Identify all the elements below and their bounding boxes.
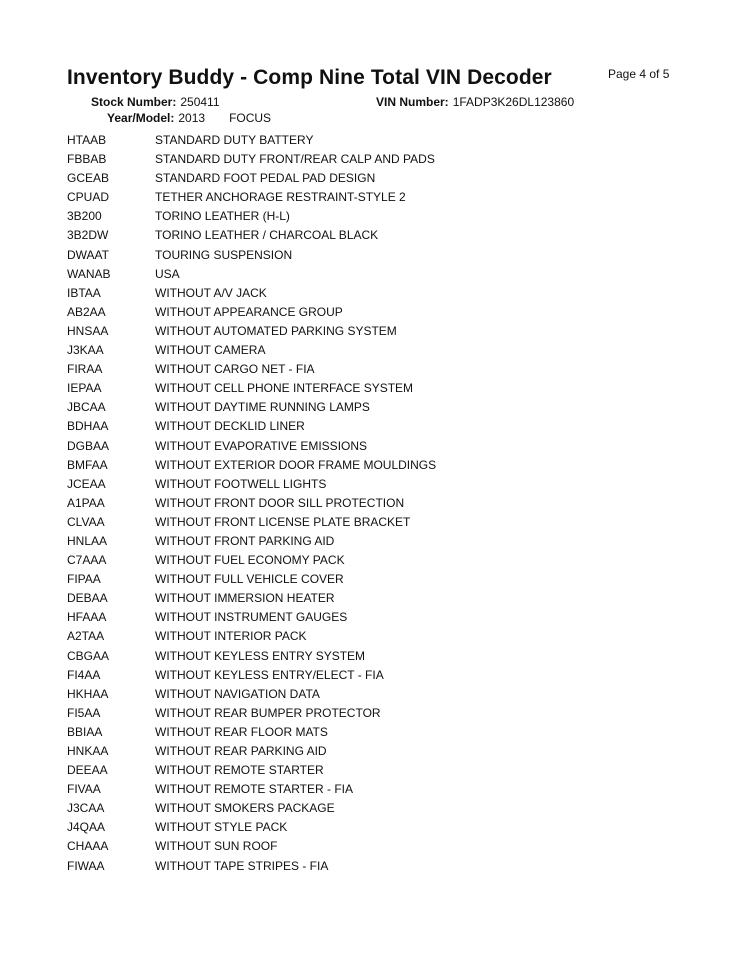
list-item [67,246,707,265]
option-code: FI5AA [67,705,101,720]
option-code: HNLAA [67,533,108,548]
option-description: WITHOUT EVAPORATIVE EMISSIONS [155,438,368,453]
option-description: WITHOUT FRONT PARKING AID [155,533,335,548]
option-description: WITHOUT REAR BUMPER PROTECTOR [155,705,381,720]
option-description: WITHOUT CAMERA [155,343,266,358]
option-description: WITHOUT EXTERIOR DOOR FRAME MOULDINGS [155,457,437,472]
option-code: FIRAA [67,362,103,377]
list-item [67,723,707,742]
option-code: CBGAA [67,648,110,663]
list-item [67,341,707,360]
option-description: WITHOUT FOOTWELL LIGHTS [155,476,327,491]
option-code: BMFAA [67,457,108,472]
option-description: WITHOUT FULL VEHICLE COVER [155,572,344,587]
option-description: WITHOUT REAR PARKING AID [155,744,327,758]
option-description: WITHOUT AUTOMATED PARKING SYSTEM [155,323,397,338]
list-item [67,188,707,207]
option-description: WITHOUT FRONT DOOR SILL PROTECTION [155,495,405,510]
list-item [67,780,707,799]
option-code: HKHAA [67,686,109,701]
option-code: IBTAA [67,285,101,300]
list-item [67,322,707,341]
list-item [67,685,707,704]
option-description: WITHOUT IMMERSION HEATER [155,591,335,606]
option-code: CPUAD [67,190,110,205]
list-item [67,837,707,856]
option-code: FBBAB [67,152,107,167]
list-item [67,169,707,188]
option-code: DWAAT [67,247,109,262]
vin-number-label: VIN Number: [376,95,449,109]
list-item [67,799,707,818]
document-title: Inventory Buddy - Comp Nine Total VIN Decoder [67,66,552,89]
option-description: WITHOUT CELL PHONE INTERFACE SYSTEM [155,381,414,396]
option-description: TORINO LEATHER / CHARCOAL BLACK [155,228,379,243]
list-item [67,150,707,169]
option-description: WITHOUT INTERIOR PACK [155,629,307,644]
option-code: GCEAB [67,171,110,186]
option-description: WITHOUT APPEARANCE GROUP [155,304,343,319]
option-code: HFAAA [67,610,107,625]
list-item [67,303,707,322]
list-item [67,513,707,532]
stock-number-value: 250411 [180,95,220,109]
year-model [107,111,271,125]
option-code: J4QAA [67,820,106,835]
stock-number [91,95,220,109]
list-item [67,666,707,685]
option-description: STANDARD DUTY FRONT/REAR CALP AND PADS [155,152,435,167]
option-description: WITHOUT FUEL ECONOMY PACK [155,553,345,568]
option-description: USA [155,266,180,281]
option-code: HNSAA [67,323,109,338]
list-item [67,398,707,417]
option-description: WITHOUT KEYLESS ENTRY SYSTEM [155,648,366,663]
option-code: BDHAA [67,419,109,434]
option-code: CHAAA [67,839,109,854]
list-item [67,475,707,494]
list-item [67,131,707,150]
list-item [67,417,707,436]
option-description: STANDARD DUTY BATTERY [155,133,314,147]
option-code: 3B200 [67,209,102,224]
list-item [67,551,707,570]
option-description: WITHOUT CARGO NET - FIA [155,362,315,377]
option-code: AB2AA [67,304,106,319]
list-item [67,494,707,513]
page-number: Page 4 of 5 [608,67,670,81]
list-item [67,532,707,551]
option-code: C7AAA [67,553,107,568]
list-item [67,818,707,837]
option-description: WITHOUT REAR FLOOR MATS [155,724,328,739]
vin-number [376,95,574,109]
year-value: 2013 [178,111,206,125]
option-code: DGBAA [67,438,110,453]
option-description: WITHOUT DAYTIME RUNNING LAMPS [155,400,370,415]
list-item [67,207,707,226]
option-code: DEBAA [67,591,108,606]
option-description: TETHER ANCHORAGE RESTRAINT-STYLE 2 [155,190,406,205]
option-code: FI4AA [67,667,101,682]
list-item [67,857,707,876]
option-description: WITHOUT A/V JACK [155,285,267,300]
list-item [67,456,707,475]
list-item [67,360,707,379]
option-code-list [67,131,707,876]
option-code: JCEAA [67,476,106,491]
list-item [67,589,707,608]
list-item [67,742,707,761]
list-item [67,379,707,398]
option-description: WITHOUT SMOKERS PACKAGE [155,801,335,816]
option-code: A1PAA [67,495,105,510]
option-code: DEEAA [67,763,108,778]
option-description: TOURING SUSPENSION [155,247,293,262]
option-code: HTAAB [67,133,107,147]
option-code: FIPAA [67,572,101,587]
list-item [67,226,707,245]
option-description: WITHOUT REMOTE STARTER [155,763,324,778]
option-description: STANDARD FOOT PEDAL PAD DESIGN [155,171,376,186]
option-code: A2TAA [67,629,105,644]
option-code: J3CAA [67,801,105,816]
stock-number-label: Stock Number: [91,95,177,109]
option-description: WITHOUT REMOTE STARTER - FIA [155,782,353,797]
option-description: WITHOUT INSTRUMENT GAUGES [155,610,348,625]
option-code: IEPAA [67,381,102,396]
list-item [67,647,707,666]
list-item [67,627,707,646]
option-description: TORINO LEATHER (H-L) [155,209,290,224]
year-model-label: Year/Model: [107,111,175,125]
model-value: FOCUS [229,111,272,125]
option-description: WITHOUT TAPE STRIPES - FIA [155,858,329,873]
option-code: BBIAA [67,724,103,739]
option-description: WITHOUT DECKLID LINER [155,419,305,434]
option-code: JBCAA [67,400,106,415]
option-description: WITHOUT FRONT LICENSE PLATE BRACKET [155,514,411,529]
option-description: WITHOUT NAVIGATION DATA [155,686,320,701]
option-code: CLVAA [67,514,105,529]
option-code: J3KAA [67,343,104,358]
vin-number-value: 1FADP3K26DL123860 [452,95,575,109]
option-description: WITHOUT STYLE PACK [155,820,288,835]
list-item [67,265,707,284]
option-code: HNKAA [67,744,109,758]
list-item [67,570,707,589]
list-item [67,284,707,303]
option-description: WITHOUT KEYLESS ENTRY/ELECT - FIA [155,667,384,682]
option-code: FIVAA [67,782,101,797]
list-item [67,608,707,627]
option-description: WITHOUT SUN ROOF [155,839,278,854]
option-code: WANAB [67,266,111,281]
option-code: 3B2DW [67,228,109,243]
option-code: FIWAA [67,858,105,873]
list-item [67,761,707,780]
list-item [67,437,707,456]
list-item [67,704,707,723]
